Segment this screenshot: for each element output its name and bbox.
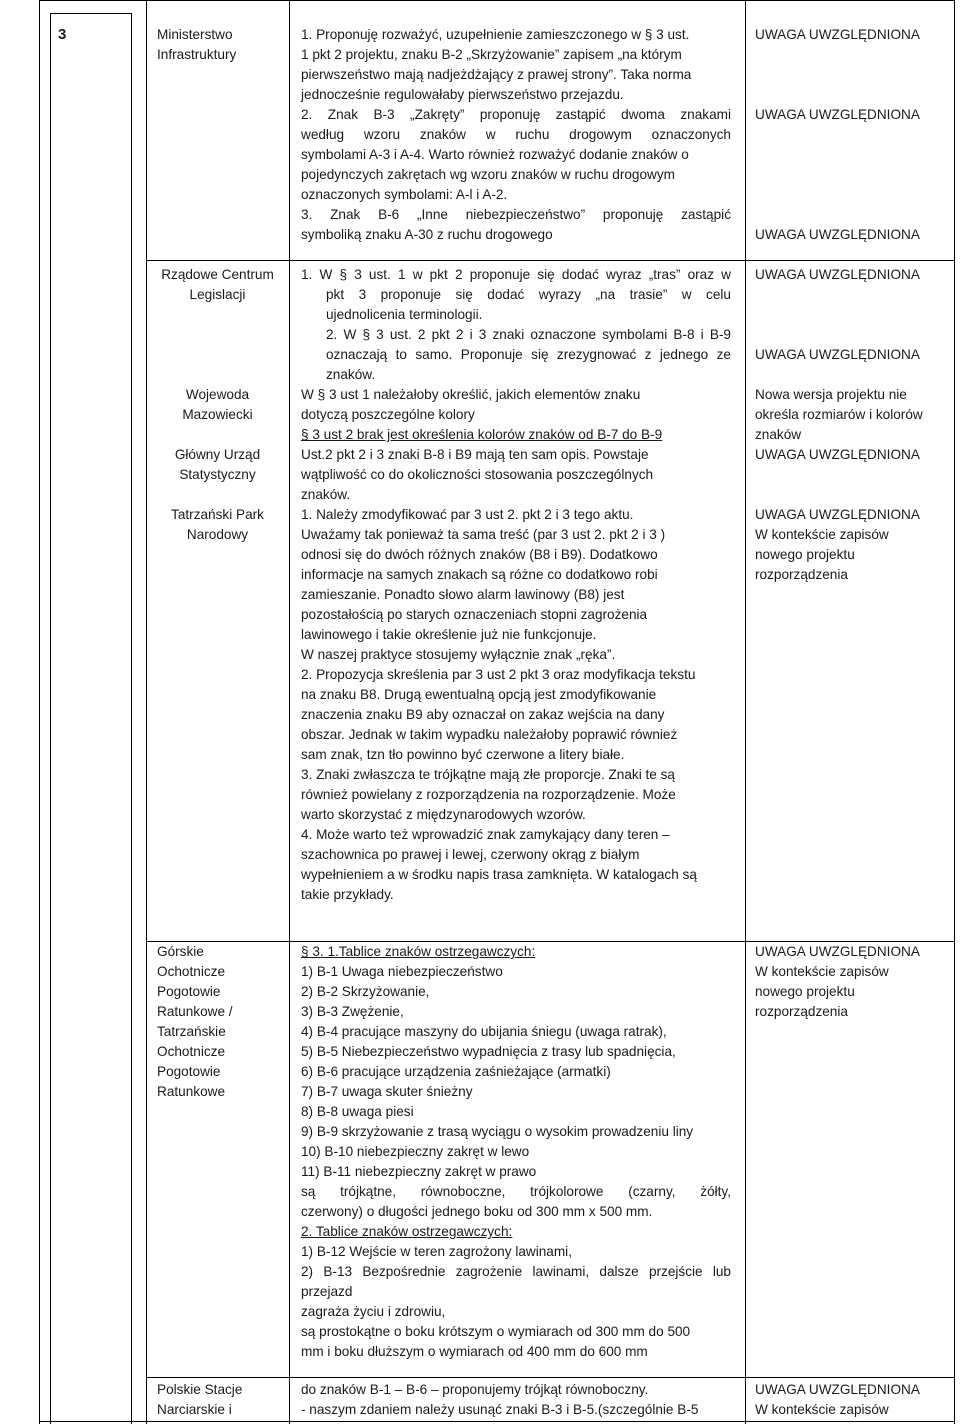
comment-line: zagraża życiu i zdrowiu, bbox=[301, 1304, 446, 1319]
comment-line: są trójkątne, równoboczne, trójkolorowe (czarny, żółty, bbox=[301, 1184, 731, 1199]
author-line: Główny Urząd bbox=[174, 447, 261, 462]
author-line: Statystyczny bbox=[179, 467, 256, 482]
response-note-line: Nowa wersja projektu nie bbox=[755, 387, 907, 402]
comment-line: § 3 ust 2 brak jest określenia kolorów znaków od B-7 do B-9 bbox=[301, 427, 663, 442]
comment-line: wątpliwość co do okoliczności stosowania poszczególnych bbox=[301, 467, 654, 482]
response-status: UWAGA UWZGLĘDNIONA bbox=[755, 27, 920, 42]
comment-line: 2) B-2 Skrzyżowanie, bbox=[301, 984, 430, 999]
comment-line: dotyczą poszczególne kolory bbox=[301, 407, 475, 422]
comment-line: przejazd bbox=[301, 1284, 353, 1299]
comment-line: - naszym zdaniem należy usunąć znaki B-3 i B-5.(szczególnie B-5 bbox=[301, 1402, 699, 1417]
comment-line: Ust.2 pkt 2 i 3 znaki B-8 i B9 mają ten sam opis. Powstaje bbox=[301, 447, 649, 462]
author-line: Narciarskie i bbox=[157, 1402, 232, 1417]
comment-line: 7) B-7 uwaga skuter śnieżny bbox=[301, 1084, 473, 1099]
comment-line: wypełnieniem a w środku napis trasa zamknięta. W katalogach są bbox=[301, 867, 697, 882]
row-separator-3 bbox=[146, 1377, 955, 1378]
comment-line: odnosi się do dwóch różnych znaków (B8 i B9). Dodatkowo bbox=[301, 547, 658, 562]
response-status: UWAGA UWZGLĘDNIONA bbox=[755, 267, 920, 282]
comment-line: pkt 3 proponuje się dodać wyrazy „na trasie” w celu bbox=[326, 287, 731, 302]
comment-line: 4) B-4 pracujące maszyny do ubijania śniegu (uwaga ratrak), bbox=[301, 1024, 667, 1039]
response-status: UWAGA UWZGLĘDNIONA bbox=[755, 507, 920, 522]
comment-line: 10) B-10 niebezpieczny zakręt w lewo bbox=[301, 1144, 530, 1159]
comment-line: symboliką znaku A-30 z ruchu drogowego bbox=[301, 227, 553, 242]
comment-line: 3. Znak B-6 „Inne niebezpieczeństwo” proponuję zastąpić bbox=[301, 207, 731, 222]
author-line: Ratunkowe bbox=[157, 1084, 226, 1099]
comment-line: pozostałością po starych oznaczeniach stopni zagrożenia bbox=[301, 607, 648, 622]
comment-line: ujednolicenia terminologii. bbox=[326, 307, 483, 322]
author-line: Narodowy bbox=[186, 527, 249, 542]
comment-line: W § 3 ust 1 należałoby określić, jakich elementów znaku bbox=[301, 387, 641, 402]
comment-line: 2. Tablice znaków ostrzegawczych: bbox=[301, 1224, 513, 1239]
response-status: UWAGA UWZGLĘDNIONA bbox=[755, 944, 920, 959]
comment-line: pierwszeństwo mają nadjeżdżający z prawej strony”. Taka norma bbox=[301, 67, 692, 82]
response-status: UWAGA UWZGLĘDNIONA bbox=[755, 1382, 920, 1397]
author-line: Polskie Stacje bbox=[157, 1382, 243, 1397]
response-note-line: rozporządzenia bbox=[755, 1004, 848, 1019]
response-status: UWAGA UWZGLĘDNIONA bbox=[755, 107, 920, 122]
author-line: Wojewoda bbox=[185, 387, 250, 402]
comment-line: symbolami A-3 i A-4. Warto również rozważyć dodanie znaków o bbox=[301, 147, 689, 162]
author-line: Rządowe Centrum bbox=[161, 267, 274, 282]
row-number: 3 bbox=[58, 26, 67, 43]
author-line: Ochotnicze bbox=[157, 1044, 226, 1059]
comment-line: 2. W § 3 ust. 2 pkt 2 i 3 znaki oznaczone symbolami B-8 i B-9 bbox=[326, 327, 731, 342]
comment-line: 8) B-8 uwaga piesi bbox=[301, 1104, 414, 1119]
comment-line: mm i boku dłuższym o wymiarach od 400 mm do 600 mm bbox=[301, 1344, 648, 1359]
response-status: UWAGA UWZGLĘDNIONA bbox=[755, 447, 920, 462]
comment-line: na znaku B8. Drugą ewentualną opcją jest zmodyfikowanie bbox=[301, 687, 657, 702]
table-border-right bbox=[954, 0, 955, 1424]
comment-line: 3) B-3 Zwężenie, bbox=[301, 1004, 404, 1019]
author-line: Pogotowie bbox=[157, 984, 221, 999]
row-separator-1 bbox=[146, 260, 955, 261]
comment-line: informacje na samych znakach są różne co dodatkowo robi bbox=[301, 567, 658, 582]
number-cell-right-border bbox=[131, 13, 132, 1424]
comment-line: 1) B-12 Wejście w teren zagrożony lawinami, bbox=[301, 1244, 572, 1259]
comment-line: 9) B-9 skrzyżowanie z trasą wyciągu o wysokim prowadzeniu liny bbox=[301, 1124, 694, 1139]
comment-line: § 3. 1.Tablice znaków ostrzegawczych: bbox=[301, 944, 536, 959]
table-border-left bbox=[39, 0, 40, 1424]
comment-line: 1. W § 3 ust. 1 w pkt 2 proponuje się dodać wyraz „tras” oraz w bbox=[301, 267, 731, 282]
comment-line: są prostokątne o boku krótszym o wymiarach od 300 mm do 500 bbox=[301, 1324, 691, 1339]
comment-line: Uważamy tak ponieważ ta sama treść (par 3 ust 2. pkt 2 i 3 ) bbox=[301, 527, 666, 542]
response-note-line: W kontekście zapisów bbox=[755, 964, 889, 979]
comment-line: zamieszanie. Ponadto słowo alarm lawinowy (B8) jest bbox=[301, 587, 625, 602]
comment-line: oznaczają to samo. Proponuje się zrezygnować z jednego ze bbox=[326, 347, 731, 362]
comment-line: 1 pkt 2 projektu, znaku B-2 „Skrzyżowanie” zapisem „na którym bbox=[301, 47, 682, 62]
table-top-border bbox=[39, 0, 955, 1]
comment-line: W naszej praktyce stosujemy wyłącznie znak „ręka”. bbox=[301, 647, 616, 662]
comment-line: 5) B-5 Niebezpieczeństwo wypadnięcia z trasy lub spadnięcia, bbox=[301, 1044, 676, 1059]
author-line: Pogotowie bbox=[157, 1064, 221, 1079]
response-note-line: nowego projektu bbox=[755, 984, 855, 999]
response-status: UWAGA UWZGLĘDNIONA bbox=[755, 227, 920, 242]
comment-line: również powielany z rozporządzenia na rozporządzenie. Może bbox=[301, 787, 676, 802]
comment-line: obszar. Jednak w takim wypadku należałoby poprawić również bbox=[301, 727, 678, 742]
author-line: Ministerstwo bbox=[157, 27, 233, 42]
comment-line: warto skorzystać z międzynarodowych wzorów. bbox=[301, 807, 586, 822]
response-status: UWAGA UWZGLĘDNIONA bbox=[755, 347, 920, 362]
author-line: Górskie bbox=[157, 944, 204, 959]
comment-line: jednocześnie regulowałaby pierwszeństwo przejazdu. bbox=[301, 87, 624, 102]
response-note-line: W kontekście zapisów bbox=[755, 527, 889, 542]
comment-line: znaczenia znaku B9 aby oznaczał on zakaz wejścia na dany bbox=[301, 707, 665, 722]
comment-line: sam znak, tzn tło powinno być czerwone a litery białe. bbox=[301, 747, 625, 762]
comment-line: 2. Znak B-3 „Zakręty” proponuję zastąpić dwoma znakami bbox=[301, 107, 731, 122]
author-line: Legislacji bbox=[189, 287, 246, 302]
comment-line: 1) B-1 Uwaga niebezpieczeństwo bbox=[301, 964, 503, 979]
author-line: Ratunkowe / bbox=[157, 1004, 233, 1019]
comment-line: 2) B-13 Bezpośrednie zagrożenie lawinami, dalsze przejście lub bbox=[301, 1264, 731, 1279]
comment-line: 11) B-11 niebezpieczny zakręt w prawo bbox=[301, 1164, 537, 1179]
author-line: Ochotnicze bbox=[157, 964, 226, 979]
comment-line: znaków. bbox=[326, 367, 376, 382]
response-note-line: nowego projektu bbox=[755, 547, 855, 562]
author-line: Mazowiecki bbox=[182, 407, 253, 422]
comment-line: szachownica po prawej i lewej, czerwony okrąg z białym bbox=[301, 847, 640, 862]
number-cell-top-border bbox=[50, 13, 132, 14]
comment-line: znaków. bbox=[301, 487, 351, 502]
author-line: Tatrzański Park bbox=[171, 507, 264, 522]
comment-line: oznaczonych symbolami: A-l i A-2. bbox=[301, 187, 508, 202]
comment-line: do znaków B-1 – B-6 – proponujemy trójkąt równoboczny. bbox=[301, 1382, 649, 1397]
comment-line: 1. Proponuję rozważyć, uzupełnienie zamieszczonego w § 3 ust. bbox=[301, 27, 690, 42]
comment-line: pojedynczych zakrętach wg wzoru znaków w ruchu drogowym bbox=[301, 167, 675, 182]
number-cell-left-border bbox=[50, 13, 51, 1424]
comment-line: 2. Propozycja skreślenia par 3 ust 2 pkt 3 oraz modyfikacja tekstu bbox=[301, 667, 696, 682]
table-divider-comment bbox=[745, 0, 746, 1424]
table-divider-author bbox=[289, 0, 290, 1424]
response-note-line: rozporządzenia bbox=[755, 567, 848, 582]
response-note-line: znaków bbox=[755, 427, 802, 442]
comment-line: takie przykłady. bbox=[301, 887, 394, 902]
response-note-line: określa rozmiarów i kolorów bbox=[755, 407, 923, 422]
comment-line: według wzoru znaków w ruchu drogowym oznaczonych bbox=[301, 127, 731, 142]
comment-line: 3. Znaki zwłaszcza te trójkątne mają złe proporcje. Znaki te są bbox=[301, 767, 675, 782]
comment-line: czerwony) o długości jednego boku od 300 mm x 500 mm. bbox=[301, 1204, 653, 1219]
comment-line: lawinowego i takie określenie już nie funkcjonuje. bbox=[301, 627, 597, 642]
author-line: Infrastruktury bbox=[157, 47, 237, 62]
table-divider-number bbox=[146, 0, 147, 1424]
response-note-line: W kontekście zapisów bbox=[755, 1402, 889, 1417]
comment-line: 4. Może warto też wprowadzić znak zamykający dany teren – bbox=[301, 827, 670, 842]
author-line: Tatrzańskie bbox=[157, 1024, 226, 1039]
comment-line: 1. Należy zmodyfikować par 3 ust 2. pkt 2 i 3 tego aktu. bbox=[301, 507, 634, 522]
comment-line: 6) B-6 pracujące urządzenia zaśnieżające (armatki) bbox=[301, 1064, 611, 1079]
table-bottom-border bbox=[39, 1421, 955, 1422]
